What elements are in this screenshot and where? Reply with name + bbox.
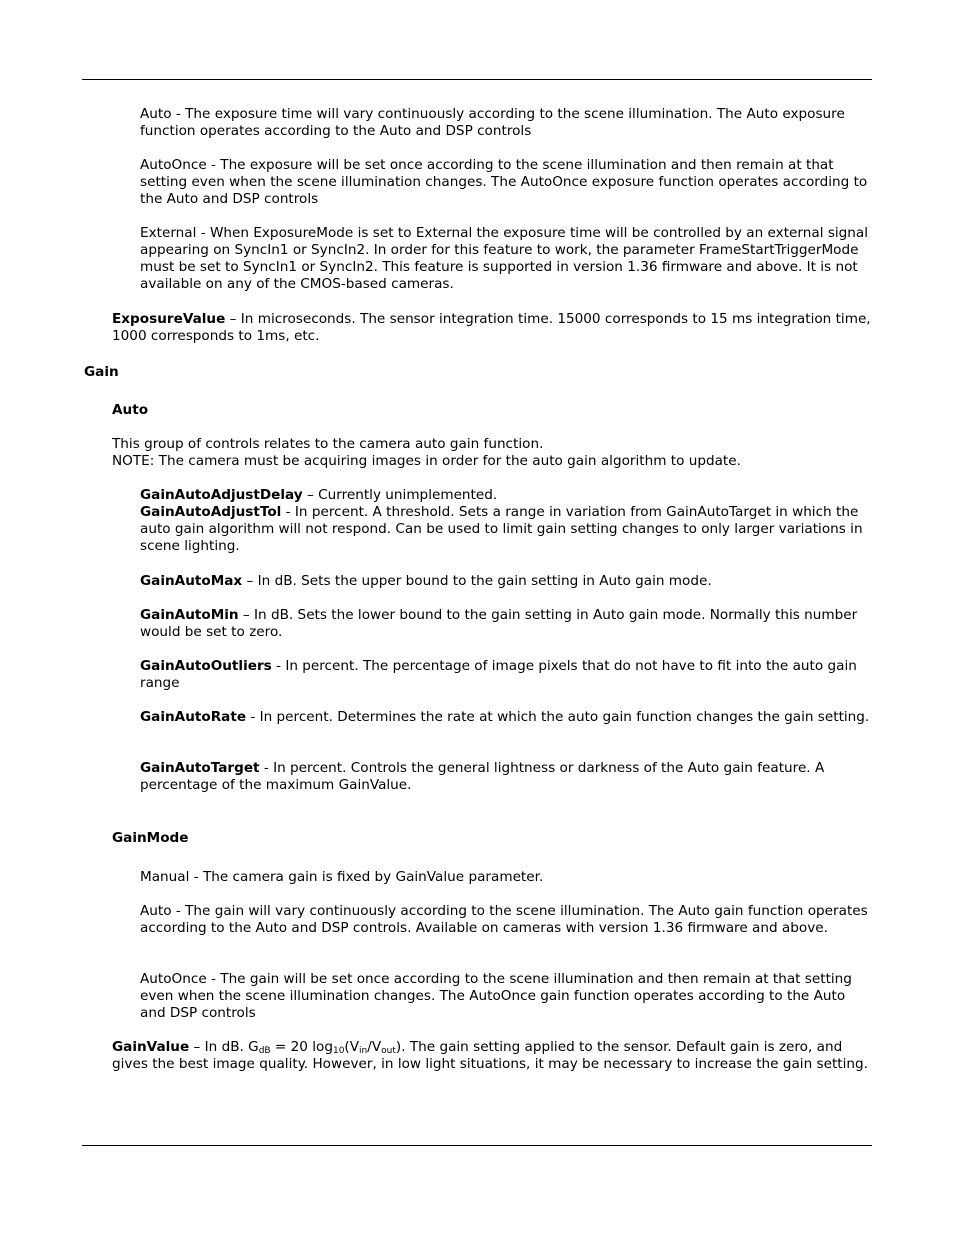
gain-auto-adjust-delay-term: GainAutoAdjustDelay — [140, 487, 303, 503]
gain-auto-max-paragraph — [140, 573, 872, 590]
header-rule — [82, 79, 872, 80]
gain-value-text-5: ). The gain setting applied to the sensor. Default gain is zero, and gives the best image quality. However, in low light situations, it may be necessary to increase the gain setting. — [112, 1039, 868, 1072]
gain-auto-target-desc: - In percent. Controls the general lightness or darkness of the Auto gain feature. A percentage of the maximum GainValue. — [140, 760, 825, 793]
exposure-value-term: ExposureValue — [112, 311, 226, 327]
gain-auto-outliers-paragraph — [140, 658, 872, 692]
gain-mode-autoonce: AutoOnce - The gain will be set once according to the scene illumination and then remain at that setting even when the scene illumination changes. The AutoOnce gain function operates according to the Auto and DSP controls — [140, 971, 852, 1021]
exposure-value-paragraph — [112, 311, 872, 345]
gain-value-text-3: (V — [344, 1039, 360, 1055]
gain-mode-heading: GainMode — [112, 830, 189, 846]
gain-auto-adjust-paragraph — [140, 487, 872, 555]
vin-subscript: in — [359, 1046, 368, 1056]
gain-auto-max-desc: – In dB. Sets the upper bound to the gain setting in Auto gain mode. — [242, 573, 712, 589]
vout-subscript: out — [381, 1046, 396, 1056]
gain-value-paragraph — [112, 1039, 872, 1073]
gain-auto-rate-paragraph — [140, 709, 872, 726]
gain-auto-rate-desc: - In percent. Determines the rate at which the auto gain function changes the gain setting. — [246, 709, 870, 725]
log-base-subscript: 10 — [332, 1046, 345, 1056]
exposure-mode-autoonce: AutoOnce - The exposure will be set once according to the scene illumination and then remain at that setting even when the scene illumination changes. The AutoOnce exposure function operates according to the Auto and DSP controls — [140, 157, 868, 207]
gain-auto-adjust-tol-term: GainAutoAdjustTol — [140, 504, 282, 520]
gain-auto-outliers-desc: - In percent. The percentage of image pixels that do not have to fit into the auto gain range — [140, 658, 857, 691]
gain-auto-adjust-tol-desc: - In percent. A threshold. Sets a range in variation from GainAutoTarget in which the auto gain algorithm will not respond. Can be used to limit gain setting changes to only larger variations in scene lighting. — [140, 504, 863, 554]
gain-value-text-2: = 20 log — [270, 1039, 333, 1055]
gain-auto-target-paragraph — [140, 760, 872, 794]
gain-value-text-4: /V — [367, 1039, 382, 1055]
auto-heading: Auto — [112, 402, 149, 418]
gain-heading: Gain — [84, 364, 119, 380]
auto-gain-note: NOTE: The camera must be acquiring images in order for the auto gain algorithm to update. — [112, 453, 741, 469]
gain-auto-adjust-delay-desc: – Currently unimplemented. — [302, 487, 498, 503]
gain-auto-min-paragraph — [140, 607, 872, 641]
gain-auto-min-desc: – In dB. Sets the lower bound to the gain setting in Auto gain mode. Normally this number would be set to zero. — [140, 607, 858, 640]
gain-auto-rate-term: GainAutoRate — [140, 709, 247, 725]
gain-mode-manual: Manual - The camera gain is fixed by GainValue parameter. — [140, 869, 544, 885]
gain-auto-max-term: GainAutoMax — [140, 573, 243, 589]
gain-mode-auto: Auto - The gain will vary continuously according to the scene illumination. The Auto gain function operates according to the Auto and DSP controls. Available on cameras with version 1.36 firmware and above. — [140, 903, 868, 936]
exposure-value-desc: – In microseconds. The sensor integration time. 15000 corresponds to 15 ms integration time, 1000 corresponds to 1ms, etc. — [112, 311, 871, 344]
gain-db-subscript: dB — [258, 1046, 271, 1056]
gain-value-text-1: – In dB. G — [189, 1039, 259, 1055]
gain-auto-target-term: GainAutoTarget — [140, 760, 260, 776]
exposure-mode-auto: Auto - The exposure time will vary continuously according to the scene illumination. The Auto exposure function operates according to the Auto and DSP controls — [140, 106, 845, 139]
gain-value-term: GainValue — [112, 1039, 190, 1055]
auto-gain-intro-line1: This group of controls relates to the camera auto gain function. — [112, 436, 544, 452]
gain-auto-min-term: GainAutoMin — [140, 607, 239, 623]
footer-rule — [82, 1145, 872, 1146]
gain-auto-outliers-term: GainAutoOutliers — [140, 658, 272, 674]
auto-gain-intro — [112, 436, 872, 470]
exposure-mode-external: External - When ExposureMode is set to External the exposure time will be controlled by an external signal appearing on SyncIn1 or SyncIn2. In order for this feature to work, the parameter FrameStartTriggerMode must be set to SyncIn1 or SyncIn2. This feature is supported in version 1.36 firmware and above. It is not available on any of the CMOS-based cameras. — [140, 225, 869, 292]
